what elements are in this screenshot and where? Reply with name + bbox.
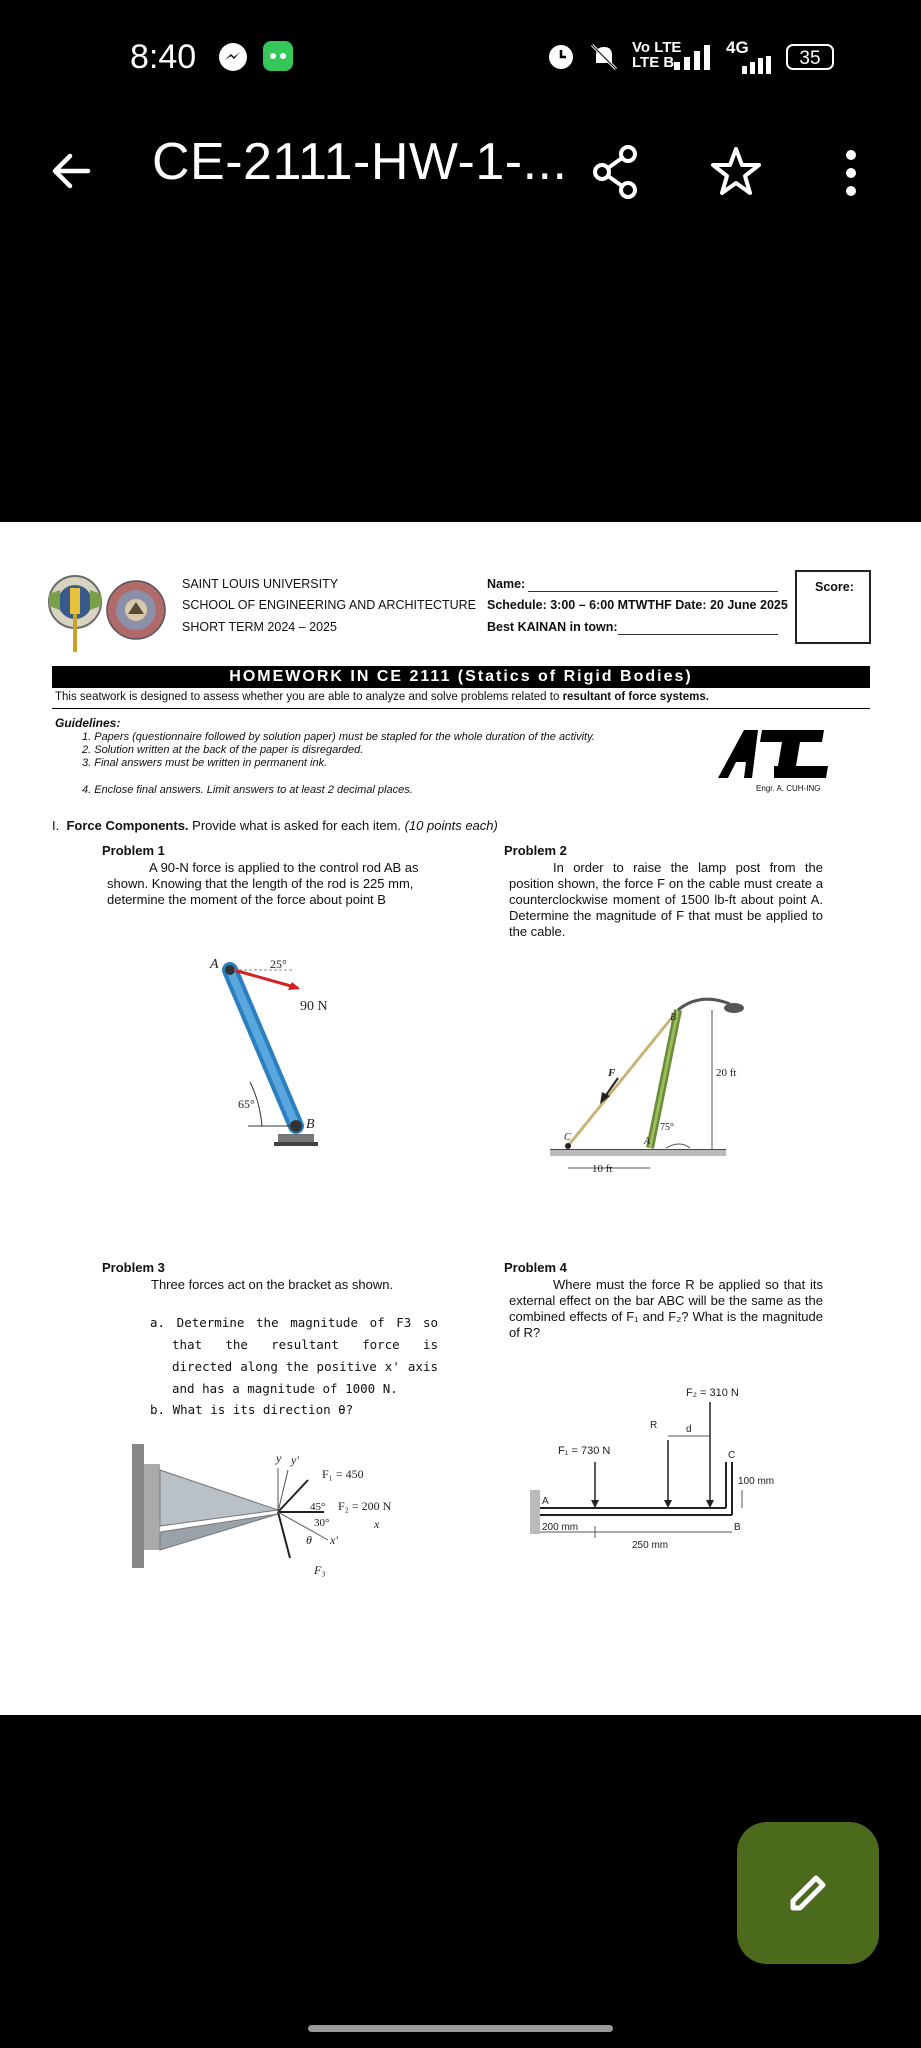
problem-3-item-b: b. What is its direction θ? [150,1402,354,1417]
problem-4-text: Where must the force R be applied so that its external effect on the bar ABC will be the same as the combined effects of F₁ and F₂? What is the magnitude of R? [509,1277,823,1340]
p1-label-b: B [306,1117,315,1132]
p3-label-f2: F₂ = 200 N [338,1499,392,1513]
problem-1-title: Problem 1 [102,843,165,858]
p3-label-y-prime: y' [291,1453,299,1467]
signal-icon [672,44,714,72]
problem-1-figure [200,952,380,1182]
edit-button[interactable] [737,1822,879,1964]
name-line [528,591,778,592]
p4-label-r: R [650,1420,658,1431]
messenger-icon [218,42,248,72]
problem-4-figure [520,1382,810,1552]
name-label: Name: [487,577,526,591]
document-title: CE-2111-HW-1-... [152,133,568,191]
university-name: SAINT LOUIS UNIVERSITY [182,577,339,591]
problem-3-figure [128,1440,448,1640]
problem-1-text: A 90-N force is applied to the control rod AB as shown. Knowing that the length of the rod is 225 mm, determine the moment of the force about point B [107,860,419,907]
score-box [795,570,871,644]
p4-label-f1: F₁ = 730 N [558,1445,611,1457]
guideline-item: 2. Solution written at the back of the paper is disregarded. [82,744,364,756]
logo-caption: Engr. A. CUH-ING [756,784,821,793]
battery-indicator: 35 [786,44,834,70]
guidelines-title: Guidelines: [55,716,121,730]
guideline-item: 1. Papers (questionnaire followed by solution paper) must be stapled for the whole duration of the activity. [82,731,595,743]
guideline-item: 3. Final answers must be written in permanent ink. [82,757,328,769]
p3-label-theta: θ [306,1533,312,1547]
p4-label-dim-200: 200 mm [542,1522,579,1533]
p2-label-c: C [564,1132,571,1143]
school-name: SCHOOL OF ENGINEERING AND ARCHITECTURE [182,598,477,612]
p3-label-f1: F₁ = 450 [322,1467,364,1481]
p4-label-dim-250: 250 mm [632,1540,669,1551]
pencil-icon [783,1868,833,1918]
best-kainan-label: Best KAINAN in town: [487,620,618,634]
more-options-icon[interactable] [844,148,858,198]
score-label: Score: [815,580,854,594]
guideline-item: 4. Enclose final answers. Limit answers to at least 2 decimal places. [82,784,413,796]
p2-label-angle: 75° [660,1122,674,1133]
homework-banner: HOMEWORK IN CE 2111 (Statics of Rigid Bodies) [52,666,870,688]
problem-3-text: Three forces act on the bracket as shown. [151,1277,394,1292]
p4-label-d: d [686,1424,692,1435]
problem-3-title: Problem 3 [102,1260,165,1275]
problem-3-item-a: a. Determine the magnitude of F3 so that the resultant force is directed along the positive x' axis and has a magnitude of 1000 N. [150,1315,438,1396]
network-type-label: 4G [726,38,749,57]
p3-label-x-prime: x' [330,1533,338,1547]
share-icon[interactable] [590,144,640,200]
document-page[interactable] [0,522,921,1715]
signal-icon-2 [742,56,778,74]
problem-2-figure [540,982,760,1182]
p3-label-x: x [374,1517,380,1531]
p2-label-b: B [670,1012,677,1023]
problem-2-text: In order to raise the lamp post from the position shown, the force F on the cable must create a counterclockwise moment of 1500 lb-ft about point A. Determine the magnitude of F that must be applied to the cable. [509,860,823,939]
section-heading: I. Force Components. Provide what is asked for each item. (10 points each) [52,818,498,833]
p1-label-a: A [210,957,219,972]
problem-2-title: Problem 2 [504,843,567,858]
p3-label-angle30: 30° [314,1517,330,1529]
star-icon[interactable] [710,146,762,196]
p2-label-distance: 10 ft [592,1163,613,1175]
p3-label-f3: F₃ [314,1563,326,1577]
app-notification-icon [262,40,294,72]
intro-text: This seatwork is designed to assess whether you are able to analyze and solve problems related to resultant of force systems. [55,691,709,703]
p1-label-angle-bottom: 65° [238,1097,255,1111]
best-kainan-line [618,634,778,635]
mute-icon [588,41,620,71]
home-indicator[interactable] [308,2025,613,2032]
university-seal-logo [46,570,104,654]
p4-label-b: B [734,1522,741,1533]
p2-label-height: 20 ft [716,1067,737,1079]
p4-label-c: C [728,1450,736,1461]
p4-label-f2: F₂ = 310 N [686,1387,739,1399]
schedule-label: Schedule: 3:00 – 6:00 MTWTHF Date: 20 June 2025 [487,598,788,612]
alarm-icon [546,41,576,71]
p3-label-y: y [276,1451,282,1465]
intro-divider [52,708,870,709]
instructor-logo [716,722,830,782]
p1-label-force: 90 N [300,999,328,1014]
term-label: SHORT TERM 2024 – 2025 [182,620,337,634]
p1-label-angle-top: 25° [270,957,287,971]
school-seal-logo [106,580,166,640]
p4-label-a: A [542,1496,549,1507]
p4-label-dim-100: 100 mm [738,1476,775,1487]
p2-label-f: F [608,1067,616,1079]
p3-label-angle45: 45° [310,1501,326,1513]
status-time: 8:40 [130,38,197,76]
back-arrow-icon[interactable] [48,148,94,194]
p2-label-a: A [644,1136,651,1147]
problem-4-title: Problem 4 [504,1260,567,1275]
volte-label: Vo LTE LTE B [632,39,682,71]
